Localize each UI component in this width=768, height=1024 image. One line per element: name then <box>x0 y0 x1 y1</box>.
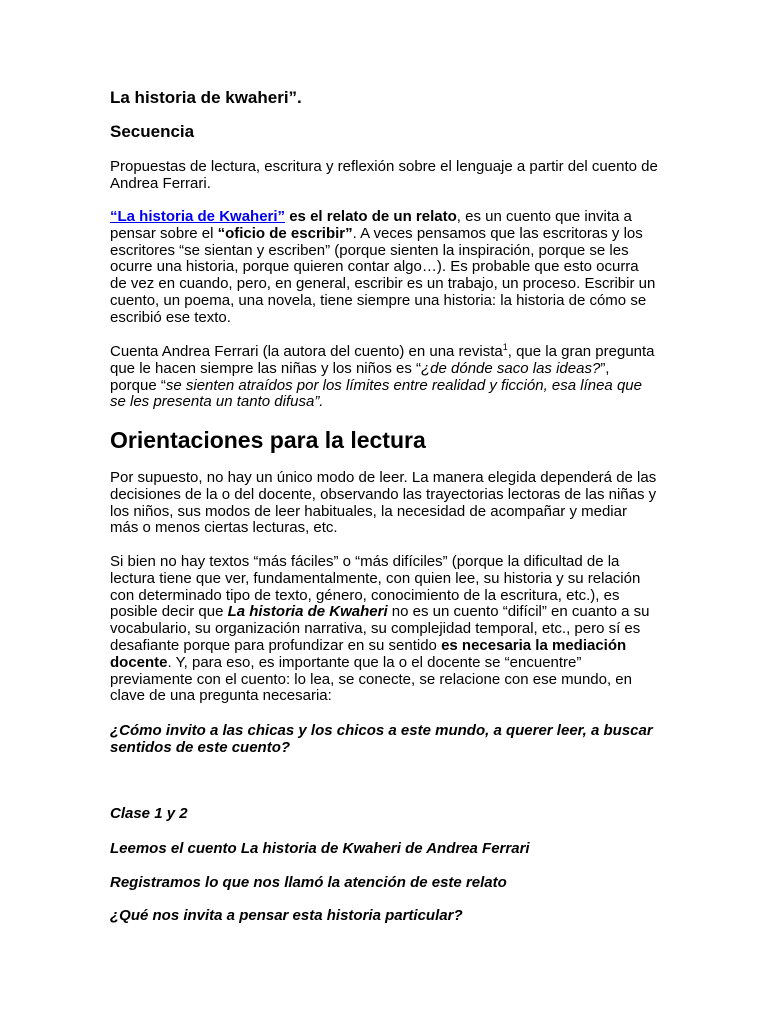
paragraph-textos <box>110 554 658 705</box>
text-span: . A veces pensamos que las escritoras y los escritores “se sientan y escriben” (porque sienten la inspiración, porque se les ocurre una historia, porque quieren contar algo…). Es probable que esto ocurra de vez en cuando, pero, en general, escribir es un trabajo, un proceso. Escribir un cuento, un poema, una novela, tiene siempre una historia: la historia de cómo se escribió ese texto. <box>110 224 656 326</box>
section-heading: Secuencia <box>110 122 195 141</box>
bold-phrase: es el relato de un relato <box>285 208 457 225</box>
bold-phrase: es necesaria la mediación docente <box>110 636 627 671</box>
activity-line: Leemos el cuento La historia de Kwaheri de Andrea Ferrari <box>110 840 530 857</box>
text-span: Cuenta Andrea Ferrari (la autora del cuento) en una revista <box>110 343 503 360</box>
paragraph-supuesto: Por supuesto, no hay un único modo de leer. La manera elegida dependerá de las decisiones de la o del docente, observando las trayectorias lectoras de las niñas y los niños, sus modos de leer habituales, la necesidad de acompañar y mediar más o menos ciertas lecturas, etc. <box>110 469 657 537</box>
italic-quote: ¿de dónde saco las ideas? <box>421 359 601 377</box>
paragraph-ferrari <box>110 344 658 411</box>
intro-paragraph: Propuestas de lectura, escritura y reflexión sobre el lenguaje a partir del cuento de Andrea Ferrari. <box>110 158 658 192</box>
activity-line: Registramos lo que nos llamó la atención de este relato <box>110 874 507 891</box>
text-span: ”. <box>314 393 324 411</box>
activity-line: ¿Qué nos invita a pensar esta historia particular? <box>110 907 463 924</box>
bold-phrase: “oficio de escribir” <box>217 224 353 242</box>
text-span: , es un cuento que invita a pensar sobre el <box>110 208 632 242</box>
clase-heading: Clase 1 y 2 <box>110 805 188 822</box>
text-span: ”, porque “ <box>110 359 610 394</box>
italic-quote: se sienten atraídos por los límites entre realidad y ficción, esa línea que se les presenta un tanto difusa <box>110 376 642 411</box>
orientaciones-heading: Orientaciones para la lectura <box>110 427 426 453</box>
key-question: ¿Cómo invito a las chicas y los chicos a este mundo, a querer leer, a buscar sentidos de este cuento? <box>110 722 653 756</box>
text-span: . Y, para eso, es importante que la o el docente se “encuentre” previamente con el cuento: lo lea, se conecte, se relacione con ese mundo, en clave de una pregunta necesaria: <box>110 653 632 705</box>
text-span: no es un cuento “difícil” en cuanto a su vocabulario, su organización narrativa, su complejidad temporal, etc., pero sí es desafiante porque para profundizar en su sentido <box>110 603 650 654</box>
text-span: , que la gran pregunta que le hacen siempre las niñas y los niños es “ <box>110 343 655 377</box>
text-span: Si bien no hay textos “más fáciles” o “más difíciles” (porque la dificultad de la lectura tiene que ver, fundamentalmente, con quien lee, su historia y su relación con determinado tipo de texto, género, conocimiento de la escritura, etc.), es posible decir que <box>110 553 641 621</box>
paragraph-kwaheri <box>110 209 658 327</box>
doc-title: La historia de kwaheri”. <box>110 88 302 107</box>
story-link[interactable]: “La historia de Kwaheri” <box>110 208 286 225</box>
footnote-ref[interactable]: 1 <box>502 342 508 352</box>
bold-italic-title: La historia de Kwaheri <box>227 603 388 621</box>
